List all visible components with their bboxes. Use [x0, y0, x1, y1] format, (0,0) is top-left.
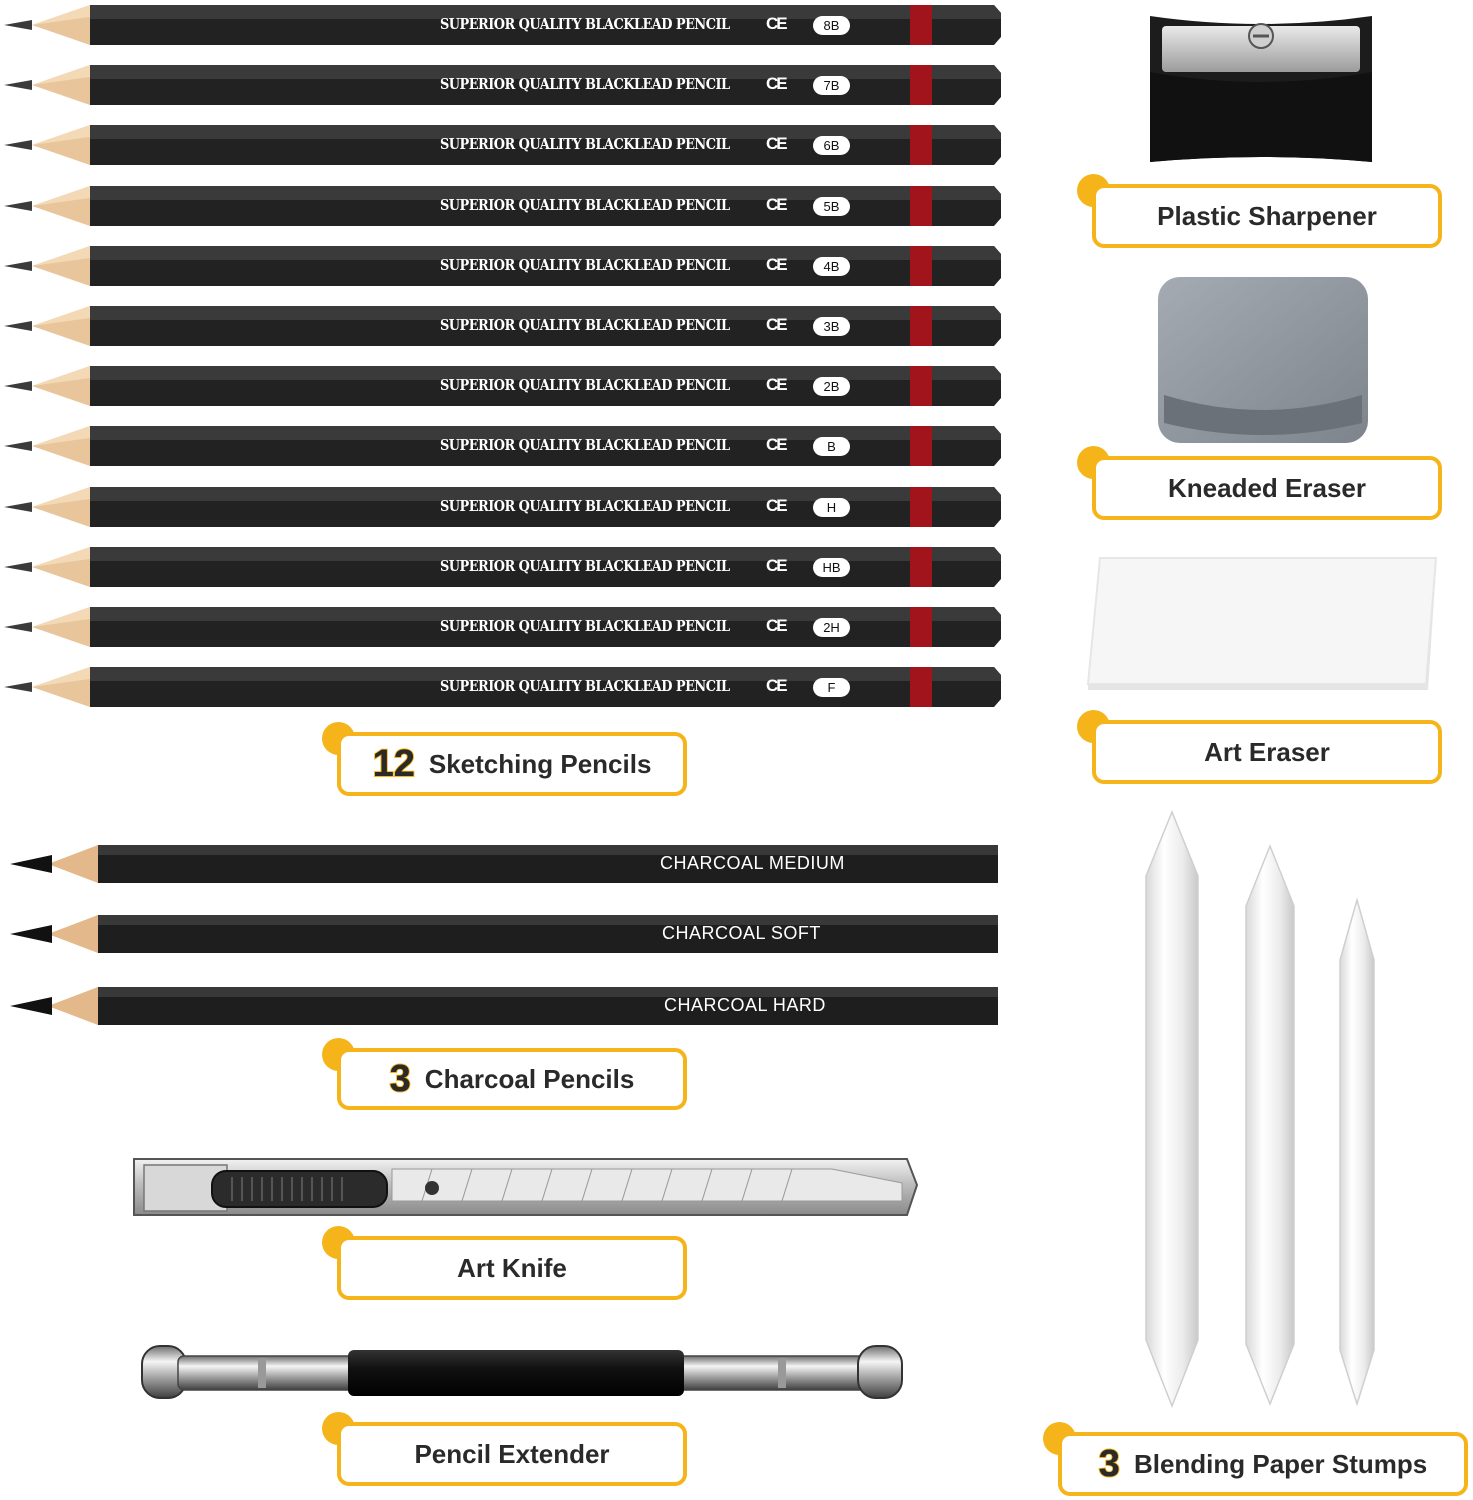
ce-mark: CE — [766, 495, 786, 515]
sketching-pencil — [2, 3, 1002, 47]
pencil-brand-text: SUPERIOR QUALITY BLACKLEAD PENCIL — [440, 255, 730, 274]
sketching-pencils-label — [337, 732, 687, 796]
charcoal-pencil-label: CHARCOAL MEDIUM — [660, 853, 845, 873]
ce-mark: CE — [766, 14, 786, 33]
pencil-brand-text: SUPERIOR QUALITY BLACKLEAD PENCIL — [440, 15, 730, 33]
ce-mark: CE — [766, 375, 786, 395]
pencil-grade-badge: H — [813, 498, 850, 517]
art-eraser-image — [1086, 556, 1442, 694]
pencil-brand-text: SUPERIOR QUALITY BLACKLEAD PENCIL — [440, 195, 730, 214]
pencil-brand-text: SUPERIOR QUALITY BLACKLEAD PENCIL — [440, 556, 730, 575]
blending-stumps-image — [1138, 810, 1388, 1410]
sketching-pencil — [2, 605, 1002, 649]
pencil-extender-label — [337, 1422, 687, 1486]
charcoal-pencil — [8, 913, 1000, 955]
sketching-pencil — [2, 244, 1002, 288]
sketching-pencil — [2, 63, 1002, 107]
ce-mark: CE — [766, 435, 786, 455]
pencil-brand-text: SUPERIOR QUALITY BLACKLEAD PENCIL — [440, 677, 730, 696]
charcoal-pencil — [8, 985, 1000, 1027]
ce-mark: CE — [766, 194, 786, 214]
pencil-extender-text: Pencil Extender — [414, 1438, 610, 1469]
sketching-pencil — [2, 424, 1002, 468]
blending-stumps-count: 3 — [1098, 1442, 1120, 1485]
charcoal-pencil-label: CHARCOAL SOFT — [662, 923, 821, 943]
pencil-grade-badge: 3B — [813, 317, 850, 336]
art-knife-text: Art Knife — [457, 1252, 567, 1283]
kneaded-eraser-label — [1092, 456, 1442, 520]
pencil-grade-badge: 2H — [813, 618, 850, 637]
kneaded-eraser-text: Kneaded Eraser — [1168, 472, 1366, 503]
blending-stumps-text: Blending Paper Stumps — [1133, 1448, 1428, 1479]
plastic-sharpener-text: Plastic Sharpener — [1157, 200, 1377, 231]
ce-mark: CE — [766, 676, 786, 696]
pencil-brand-text: SUPERIOR QUALITY BLACKLEAD PENCIL — [440, 617, 730, 635]
plastic-sharpener-image — [1148, 12, 1374, 168]
pencil-grade-badge: F — [813, 678, 850, 697]
sketching-pencil — [2, 364, 1002, 408]
ce-mark: CE — [766, 254, 786, 274]
ce-mark: CE — [766, 315, 786, 334]
ce-mark: CE — [766, 134, 786, 154]
sketching-pencil — [2, 545, 1002, 589]
pencil-grade-badge: 5B — [813, 197, 850, 216]
pencil-grade-badge: HB — [813, 558, 850, 577]
pencil-brand-text: SUPERIOR QUALITY BLACKLEAD PENCIL — [440, 135, 730, 154]
pencil-brand-text: SUPERIOR QUALITY BLACKLEAD PENCIL — [440, 436, 730, 455]
pencil-grade-badge: 7B — [813, 76, 850, 95]
pencil-grade-badge: B — [813, 437, 850, 456]
sketching-pencils-text: Sketching Pencils — [428, 748, 652, 779]
charcoal-pencils-text: Charcoal Pencils — [424, 1063, 635, 1094]
sketching-pencil — [2, 184, 1002, 228]
plastic-sharpener-label — [1092, 184, 1442, 248]
kneaded-eraser-image — [1154, 275, 1372, 447]
pencil-grade-badge: 4B — [813, 257, 850, 276]
charcoal-pencil — [8, 843, 1000, 885]
blending-stumps-label — [1058, 1432, 1468, 1496]
ce-mark: CE — [766, 555, 786, 575]
sketching-pencil — [2, 665, 1002, 709]
charcoal-pencils-label — [337, 1048, 687, 1110]
ce-mark: CE — [766, 616, 786, 635]
pencil-brand-text: SUPERIOR QUALITY BLACKLEAD PENCIL — [440, 376, 730, 395]
ce-mark: CE — [766, 74, 786, 94]
charcoal-pencil-label: CHARCOAL HARD — [664, 995, 826, 1015]
pencil-grade-badge: 8B — [813, 16, 850, 35]
charcoal-pencils-count: 3 — [389, 1057, 411, 1100]
sketching-pencils-count: 12 — [372, 742, 415, 785]
sketching-pencil — [2, 304, 1002, 348]
art-eraser-label — [1092, 720, 1442, 784]
art-knife-image — [132, 1155, 922, 1221]
art-eraser-text: Art Eraser — [1204, 736, 1330, 767]
pencil-brand-text: SUPERIOR QUALITY BLACKLEAD PENCIL — [440, 496, 730, 515]
sketching-pencil — [2, 123, 1002, 167]
pencil-brand-text: SUPERIOR QUALITY BLACKLEAD PENCIL — [440, 316, 730, 334]
pencil-grade-badge: 6B — [813, 136, 850, 155]
sketching-pencil — [2, 485, 1002, 529]
pencil-extender-image — [138, 1338, 908, 1406]
pencil-brand-text: SUPERIOR QUALITY BLACKLEAD PENCIL — [440, 75, 730, 94]
pencil-grade-badge: 2B — [813, 377, 850, 396]
art-knife-label — [337, 1236, 687, 1300]
